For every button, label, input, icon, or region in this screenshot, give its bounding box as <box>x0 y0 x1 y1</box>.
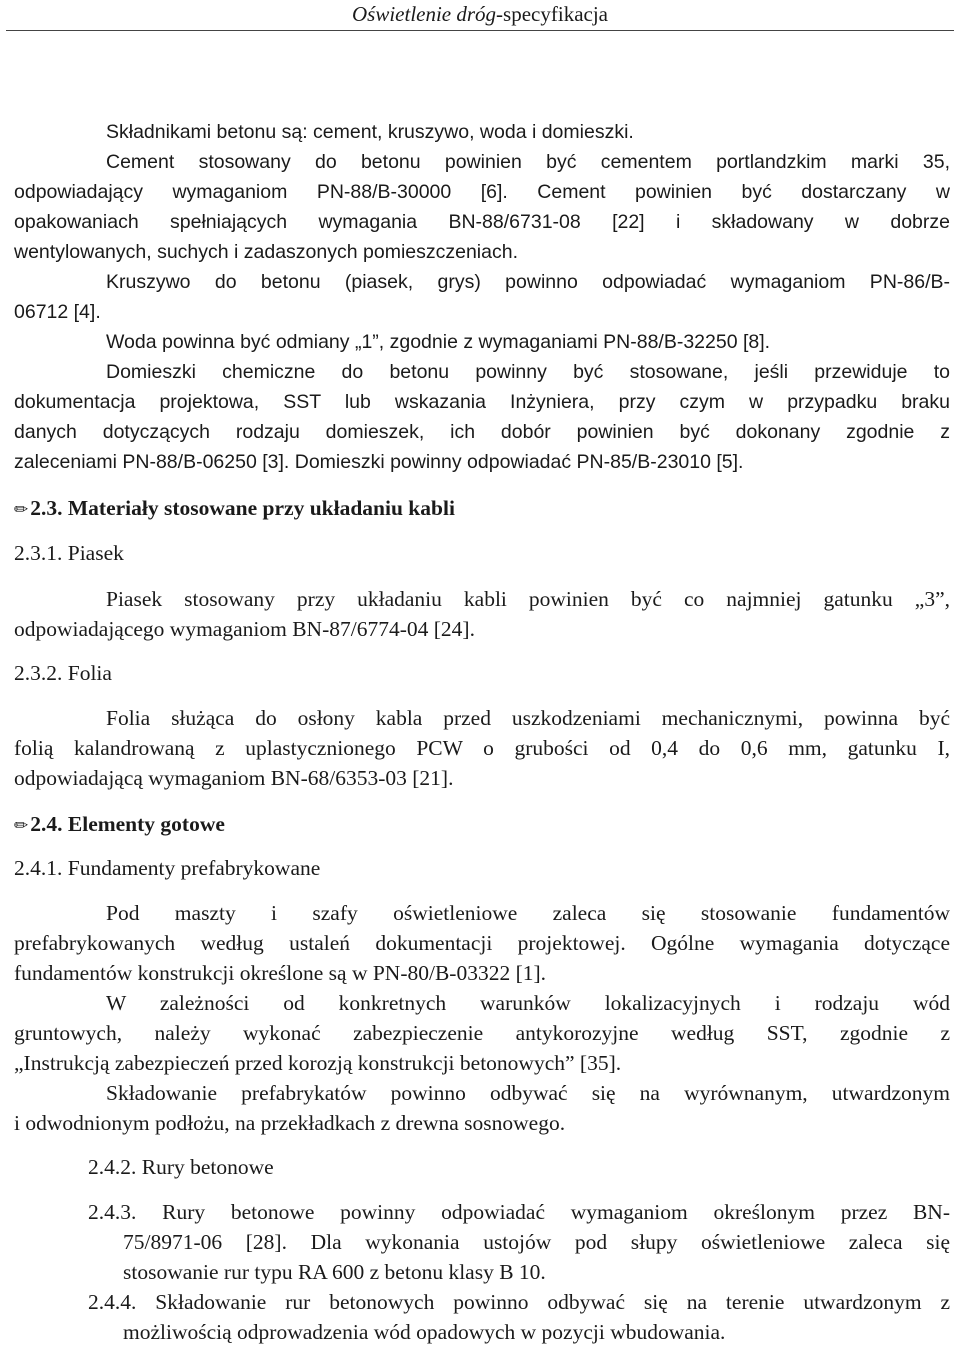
text-line: Piasek stosowany przy układaniu kabli powinien być co najmniej gatunku „3”, <box>106 587 950 611</box>
text-line: i odwodnionym podłożu, na przekładkach z drewna sosnowego. <box>14 1111 566 1135</box>
text-line: W zależności od konkretnych warunków lokalizacyjnych i rodzaju wód <box>106 991 950 1015</box>
section-heading <box>14 493 455 525</box>
text-line: opakowaniach spełniających wymagania BN-88/6731-08 [22] i składowany w dobrze <box>14 211 950 233</box>
page-header <box>0 0 960 34</box>
text-line: 2.4.3. Rury betonowe powinny odpowiadać wymaganiom określonym przez BN- <box>88 1200 950 1224</box>
text-line: prefabrykowanych według ustaleń dokumentacji projektowej. Ogólne wymagania dotyczące <box>14 931 950 955</box>
text-line: zaleceniami PN-88/B-06250 [3]. Domieszki powinny odpowiadać PN-85/B-23010 [5]. <box>14 451 744 473</box>
text-line: Składowanie prefabrykatów powinno odbywać się na wyrównanym, utwardzonym <box>106 1081 950 1105</box>
text-line: odpowiadającego wymaganiom BN-87/6774-04 [24]. <box>14 617 475 641</box>
section-heading <box>14 809 225 841</box>
text-line: Cement stosowany do betonu powinien być cementem portlandzkim marki 35, <box>106 151 950 173</box>
text-line: 75/8971-06 [28]. Dla wykonania ustojów pod słupy oświetleniowe zaleca się <box>123 1230 950 1254</box>
text-line: danych dotyczących rodzaju domieszek, ich dobór powinien być dokonany zgodnie z <box>14 421 950 443</box>
header-title-italic: Oświetlenie dróg- <box>351 2 504 26</box>
text-line: Woda powinna być odmiany „1”, zgodnie z wymaganiami PN-88/B-32250 [8]. <box>106 331 771 353</box>
text-line: dokumentacja projektowa, SST lub wskazania Inżyniera, przy czym w przypadku braku <box>14 391 950 413</box>
text-line: gruntowych, należy wykonać zabezpieczenie antykorozyjne według SST, zgodnie z <box>14 1021 950 1045</box>
text-line: Składnikami betonu są: cement, kruszywo, woda i domieszki. <box>106 121 634 143</box>
text-line: 06712 [4]. <box>14 301 101 323</box>
text-line: Pod maszty i szafy oświetleniowe zaleca się stosowanie fundamentów <box>106 901 950 925</box>
pencil-icon: ✏ <box>14 816 29 836</box>
subsection-title: 2.3.1. Piasek <box>14 541 124 565</box>
text-line: odpowiadającą wymaganiom BN-68/6353-03 [21]. <box>14 766 454 790</box>
text-line: „Instrukcją zabezpieczeń przed korozją konstrukcji betonowych” [35]. <box>14 1051 622 1075</box>
text-line: Domieszki chemiczne do betonu powinny być stosowane, jeśli przewiduje to <box>106 361 950 383</box>
header-title-rest: specyfikacja <box>503 2 608 26</box>
subsection-title: 2.4.2. Rury betonowe <box>88 1155 274 1179</box>
text-line: stosowanie rur typu RA 600 z betonu klasy B 10. <box>123 1260 546 1284</box>
text-line: Kruszywo do betonu (piasek, grys) powinno odpowiadać wymaganiom PN-86/B- <box>106 271 950 293</box>
subsection-title: 2.3.2. Folia <box>14 661 112 685</box>
text-line: wentylowanych, suchych i zadaszonych pomieszczeniach. <box>14 241 519 263</box>
text-line: folią kalandrowaną z uplastycznionego PCW o grubości od 0,4 do 0,6 mm, gatunku I, <box>14 736 950 760</box>
pencil-icon: ✏ <box>14 500 29 520</box>
text-line: możliwością odprowadzenia wód opadowych w pozycji wbudowania. <box>123 1320 726 1344</box>
header-divider <box>6 30 954 31</box>
text-line: odpowiadający wymaganiom PN-88/B-30000 [6]. Cement powinien być dostarczany w <box>14 181 950 203</box>
text-line: fundamentów konstrukcji określone są w PN-80/B-03322 [1]. <box>14 961 547 985</box>
subsection-title: 2.4.1. Fundamenty prefabrykowane <box>14 856 321 880</box>
section-heading-text: 2.3. Materiały stosowane przy układaniu kabli <box>30 496 455 520</box>
text-line: 2.4.4. Składowanie rur betonowych powinno odbywać się na terenie utwardzonym z <box>88 1290 950 1314</box>
section-heading-text: 2.4. Elementy gotowe <box>30 812 225 836</box>
text-line: Folia służąca do osłony kabla przed uszkodzeniami mechanicznymi, powinna być <box>106 706 950 730</box>
